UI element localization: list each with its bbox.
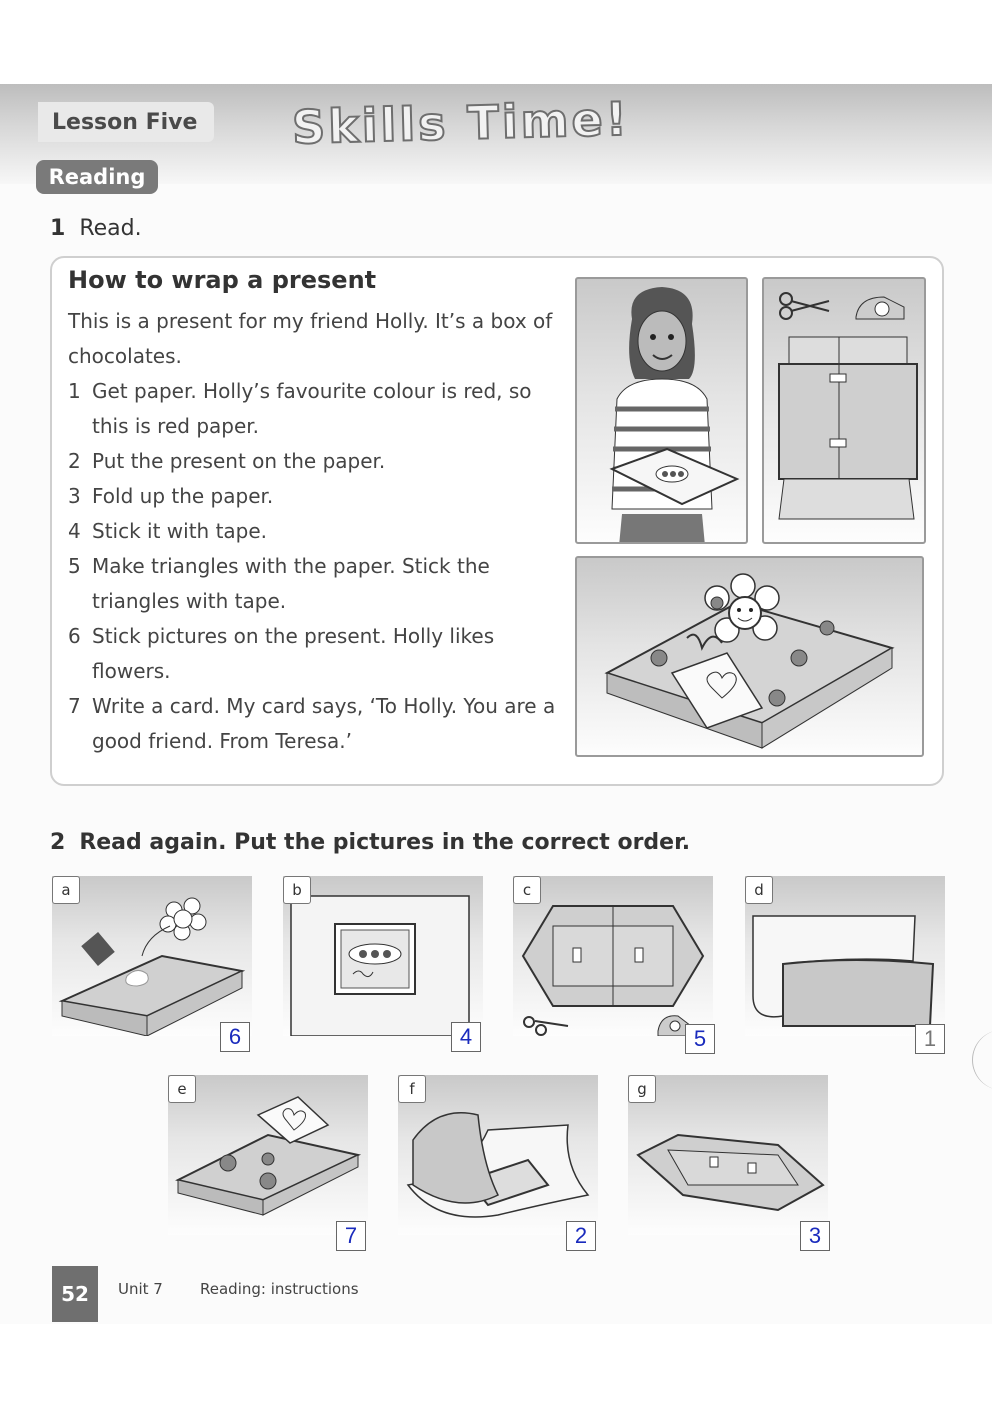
step-number: 3: [68, 484, 81, 508]
exercise-2-heading: [50, 830, 690, 855]
reading-intro: This is a present for my friend Holly. It’s a box of chocolates.: [68, 309, 553, 368]
decorated-present-illustration: [575, 556, 924, 757]
picture-letter-c: c: [513, 876, 541, 904]
section-label: Reading: [36, 160, 158, 194]
picture-panel-f: [398, 1075, 598, 1248]
step-number: 1: [68, 379, 81, 403]
exercise-1-number: 1: [50, 216, 66, 241]
tape-dispenser-icon: [856, 297, 904, 319]
exercise-2-instruction: Read again. Put the pictures in the correct order.: [79, 830, 691, 855]
answer-box-g[interactable]: 3: [800, 1221, 830, 1251]
step-item: [68, 514, 568, 549]
picture-panel-g: [628, 1075, 828, 1248]
step-item: [68, 689, 568, 759]
picture-panel-b: [283, 876, 483, 1049]
glue-icon: [81, 932, 115, 966]
answer-box-e[interactable]: 7: [336, 1221, 366, 1251]
picture-panel-a: [52, 876, 252, 1049]
exercise-2-number: 2: [50, 830, 66, 855]
answer-box-b[interactable]: 4: [451, 1022, 481, 1052]
step-text: Stick pictures on the present. Holly likes flowers.: [92, 624, 495, 683]
step-item: [68, 444, 568, 479]
step-item: [68, 479, 568, 514]
picture-letter-g: g: [628, 1075, 656, 1103]
footer-unit: Unit 7: [118, 1280, 163, 1298]
step-text: Make triangles with the paper. Stick the triangles with tape.: [92, 554, 490, 613]
scissors-icon: [524, 1017, 568, 1035]
picture-panel-c: [513, 876, 713, 1051]
picture-panel-e: [168, 1075, 368, 1248]
exercise-1-heading: [50, 216, 142, 241]
footer-topic: Reading: instructions: [200, 1280, 359, 1298]
step-number: 5: [68, 554, 81, 578]
step-text: Get paper. Holly’s favourite colour is red, so this is red paper.: [92, 379, 532, 438]
answer-box-d: 1: [915, 1024, 945, 1054]
step-number: 7: [68, 694, 81, 718]
step-item: [68, 619, 568, 689]
step-text: Fold up the paper.: [92, 484, 274, 508]
page-number: 52: [52, 1266, 98, 1322]
step-text: Put the present on the paper.: [92, 449, 386, 473]
step-item: [68, 374, 568, 444]
step-number: 6: [68, 624, 81, 648]
step-number: 4: [68, 519, 81, 543]
girl-with-present-illustration: [575, 277, 748, 544]
answer-box-f[interactable]: 2: [566, 1221, 596, 1251]
lesson-label: Lesson Five: [38, 102, 214, 142]
picture-letter-b: b: [283, 876, 311, 904]
picture-letter-e: e: [168, 1075, 196, 1103]
step-text: Stick it with tape.: [92, 519, 268, 543]
scissors-icon: [780, 293, 829, 319]
reading-text-title: How to wrap a present: [68, 266, 377, 294]
step-item: [68, 549, 568, 619]
picture-letter-a: a: [52, 876, 80, 904]
picture-letter-f: f: [398, 1075, 426, 1103]
page-title: Skills Time!: [291, 91, 631, 155]
answer-box-c[interactable]: 5: [685, 1024, 715, 1054]
picture-panel-d: [745, 876, 945, 1051]
folded-paper-illustration: [762, 277, 926, 544]
step-number: 2: [68, 449, 81, 473]
instruction-steps: [68, 374, 568, 759]
step-text: Write a card. My card says, ‘To Holly. You are a good friend. From Teresa.’: [92, 694, 556, 753]
answer-box-a[interactable]: 6: [220, 1022, 250, 1052]
picture-letter-d: d: [745, 876, 773, 904]
exercise-1-instruction: Read.: [79, 216, 142, 241]
